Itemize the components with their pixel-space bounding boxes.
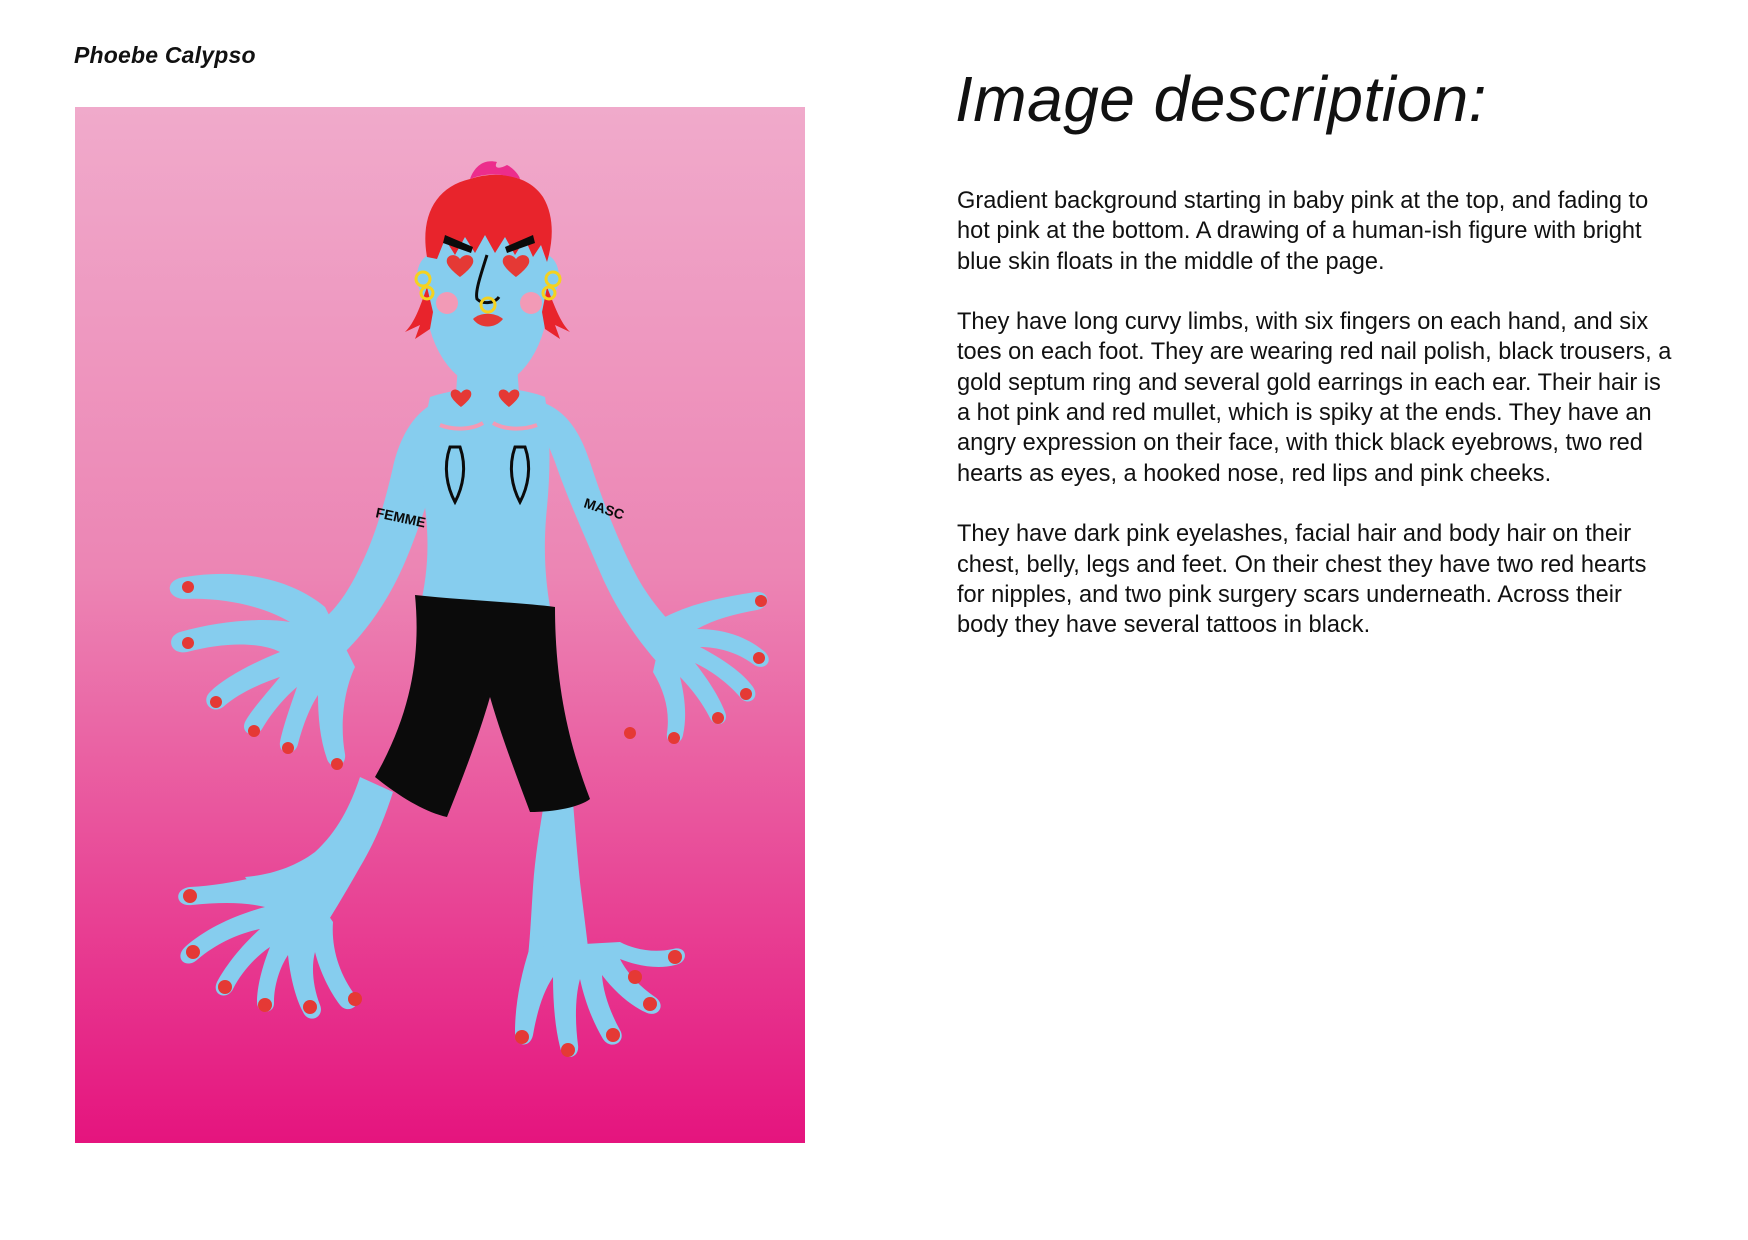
masc-tattoo: MASC <box>582 494 627 523</box>
artwork-illustration <box>75 107 805 1143</box>
left-cheek <box>436 292 458 314</box>
description-paragraph-1: Gradient background starting in baby pink at the top, and fading to hot pink at the bottom. A drawing of a human-ish figure with bright blue skin floats in the middle of the page. <box>957 188 1649 275</box>
description <box>957 186 1677 671</box>
description-paragraph-2: They have long curvy limbs, with six fingers on each hand, and six toes on each foot. They are wearing red nail polish, black trousers, a gold septum ring and several gold earrings in each ear. Their hair is a hot pink and red mullet, which is spiky at the ends. They have an angry expression on their face, with thick black eyebrows, two red hearts as eyes, a hooked nose, red lips and pink cheeks. <box>957 309 1672 487</box>
femme-tattoo: FEMME <box>374 504 428 531</box>
artist-name: Phoebe Calypso <box>74 42 256 68</box>
right-cheek <box>520 292 542 314</box>
heading: Image description: <box>955 63 1487 135</box>
description-paragraph-3: They have dark pink eyelashes, facial hair and body hair on their chest, belly, legs and feet. On their chest they have two red hearts for nipples, and two pink surgery scars underneath. Across their body they have several tattoos in black. <box>957 521 1647 639</box>
torso <box>420 388 550 607</box>
